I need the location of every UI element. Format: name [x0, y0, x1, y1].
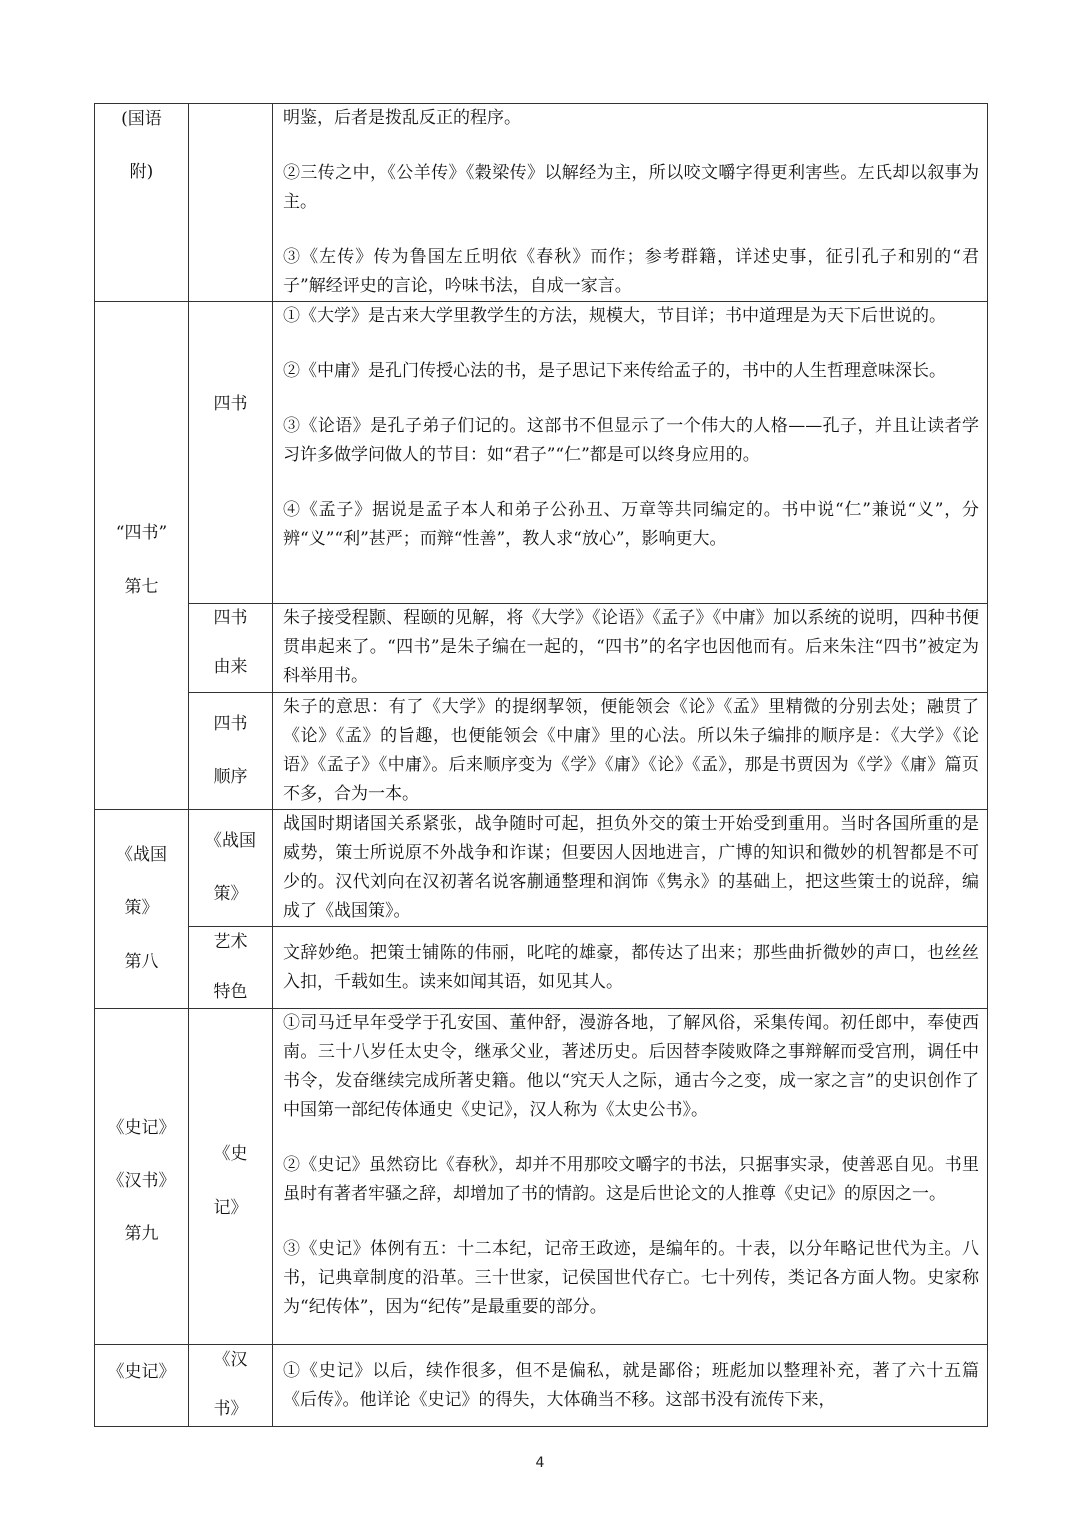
- topic-label: 顺序: [213, 767, 248, 787]
- topic-label: 四书: [213, 713, 248, 734]
- section-label: 《史记》: [107, 1362, 176, 1382]
- table-row: [95, 604, 988, 693]
- section-label-cell: [95, 810, 189, 1009]
- paragraph: ①《大学》是古来大学里教学生的方法，规模大，节目详；书中道理是为天下后世说的。: [283, 306, 946, 326]
- paragraph: 战国时期诸国关系紧张，战争随时可起，担负外交的策士开始受到重用。当时各国所重的是威势，策士所说原不外战争和诈谋；但要因人因地进言，广博的知识和微妙的机智都是不可少的。汉代刘向在汉初著名说客蒯通整理和润饰《隽永》的基础上，把这些策士的说辞，编成了《战国策》。: [283, 814, 979, 921]
- table-row: [95, 927, 988, 1009]
- topic-label: 策》: [213, 884, 248, 904]
- content-cell: [273, 693, 988, 810]
- content-cell: [273, 1009, 988, 1345]
- paragraph: ①《史记》以后，续作很多，但不是偏私，就是鄙俗；班彪加以整理补充，著了六十五篇《后传》。他详论《史记》的得失，大体确当不移。这部书没有流传下来，: [283, 1360, 979, 1410]
- content-cell: [273, 1345, 988, 1427]
- paragraph: ③《左传》传为鲁国左丘明依《春秋》而作；参考群籍，详述史事，征引孔子和别的“君子”解经评史的言论，吟味书法，自成一家言。: [283, 247, 979, 296]
- section-label: 附): [129, 162, 154, 183]
- paragraph: ①司马迁早年受学于孔安国、董仲舒，漫游各地，了解风俗，采集传闻。初任郎中，奉使西南。三十八岁任太史令，继承父业，著述历史。后因替李陵败降之事辩解而受宫刑，调任中书令，发奋继续完成所著史籍。他以“究天人之际，通古今之变，成一家之言”的史识创作了中国第一部纪传体通史《史记》，汉人称为《太史公书》。: [283, 1013, 979, 1120]
- content-table: [94, 103, 988, 1427]
- topic-label-cell: [189, 604, 273, 693]
- table-row: [95, 104, 988, 302]
- section-label: 《史记》: [107, 1117, 176, 1138]
- topic-label-cell: [189, 693, 273, 810]
- table-row: [95, 693, 988, 810]
- section-label: (国语: [121, 109, 162, 129]
- content-cell: [273, 104, 988, 302]
- paragraph: 朱子的意思：有了《大学》的提纲挈领，便能领会《论》《孟》里精微的分别去处；融贯了《论》《孟》的旨趣，也便能领会《中庸》里的心法。所以朱子编排的顺序是：《大学》《论语》《孟子》《中庸》。后来顺序变为《学》《庸》《论》《孟》，那是书贾因为《学》《庸》篇页不多，合为一本。: [283, 697, 979, 804]
- paragraph: ②《中庸》是孔门传授心法的书，是子思记下来传给孟子的，书中的人生哲理意味深长。: [283, 361, 946, 381]
- topic-label-cell: [189, 104, 273, 302]
- topic-label: 书》: [213, 1399, 248, 1420]
- table-row: [95, 810, 988, 927]
- section-label: “四书”: [115, 523, 168, 544]
- section-label-cell: [95, 1345, 189, 1427]
- section-label-cell: [95, 1009, 189, 1345]
- topic-label-cell: [189, 927, 273, 1009]
- section-label: 策》: [124, 898, 159, 919]
- section-label-cell: [95, 104, 189, 302]
- section-label: 《战国: [116, 845, 167, 866]
- topic-label: 特色: [213, 981, 248, 1002]
- content-cell: [273, 302, 988, 604]
- paragraph: 明鉴，后者是拨乱反正的程序。: [283, 108, 521, 128]
- topic-label: 《汉: [213, 1350, 248, 1370]
- topic-label: 四书: [213, 608, 248, 628]
- paragraph: ②三传之中，《公羊传》《穀梁传》以解经为主，所以咬文嚼字得更利害些。左氏却以叙事为主。: [283, 163, 979, 212]
- topic-label: 由来: [213, 657, 248, 678]
- paragraph: ④《孟子》据说是孟子本人和弟子公孙丑、万章等共同编定的。书中说“仁”兼说“义”，分辨“义”“利”甚严；而辩“性善”，教人求“放心”，影响更大。: [283, 500, 979, 549]
- topic-label-cell: [189, 1009, 273, 1345]
- topic-label: 艺术: [213, 932, 248, 953]
- content-cell: [273, 927, 988, 1009]
- section-label-cell: [95, 302, 189, 810]
- topic-label: 记》: [213, 1197, 248, 1218]
- paragraph: ③《史记》体例有五：十二本纪，记帝王政迹，是编年的。十表，以分年略记世代为主。八书，记典章制度的沿革。三十世家，记侯国世代存亡。七十列传，类记各方面人物。史家称为“纪传体”，因为“纪传”是最重要的部分。: [283, 1239, 979, 1317]
- topic-label: 《史: [213, 1144, 248, 1165]
- section-label: 第九: [124, 1224, 159, 1245]
- paragraph: 朱子接受程颢、程颐的见解，将《大学》《论语》《孟子》《中庸》加以系统的说明，四种书便贯串起来了。“四书”是朱子编在一起的，“四书”的名字也因他而有。后来朱注“四书”被定为科举用书。: [283, 608, 979, 686]
- paragraph: ②《史记》虽然窃比《春秋》，却并不用那咬文嚼字的书法，只据事实录，使善恶自见。书里虽时有著者牢骚之辞，却增加了书的情韵。这是后世论文的人推尊《史记》的原因之一。: [283, 1155, 979, 1204]
- section-label: 第七: [124, 576, 159, 597]
- paragraph: 文辞妙绝。把策士铺陈的伟丽，叱咤的雄豪，都传达了出来；那些曲折微妙的声口，也丝丝入扣，千载如生。读来如闻其语，如见其人。: [283, 942, 979, 992]
- table-row: [95, 1009, 988, 1345]
- paragraph: ③《论语》是孔子弟子们记的。这部书不但显示了一个伟大的人格——孔子，并且让读者学习许多做学问做人的节目：如“君子”“仁”都是可以终身应用的。: [283, 416, 979, 465]
- table-row: [95, 302, 988, 604]
- topic-label: 《战国: [205, 830, 256, 851]
- section-label: 《汉书》: [107, 1170, 176, 1191]
- topic-label-cell: [189, 302, 273, 604]
- page-number: 4: [535, 1455, 545, 1471]
- content-cell: [273, 810, 988, 927]
- section-label: 第八: [124, 951, 159, 972]
- topic-label-cell: [189, 810, 273, 927]
- table-row: [95, 1345, 988, 1427]
- content-cell: [273, 604, 988, 693]
- topic-label: 四书: [213, 393, 248, 414]
- topic-label-cell: [189, 1345, 273, 1427]
